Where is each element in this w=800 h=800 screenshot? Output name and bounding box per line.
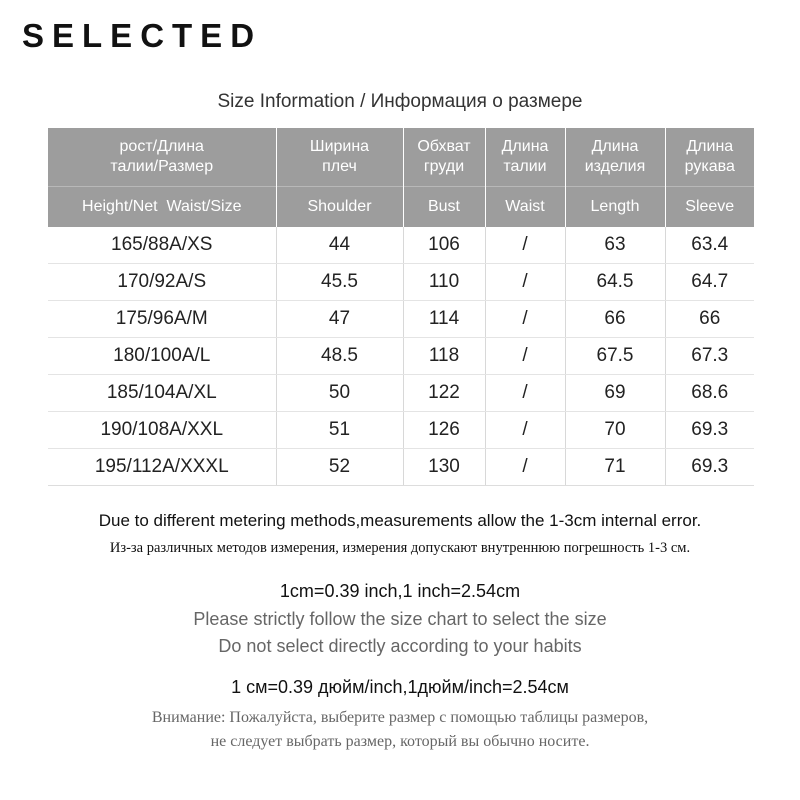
table-cell: 170/92A/S — [48, 264, 276, 301]
table-cell: 67.5 — [565, 338, 665, 375]
header-cell-en: Bust — [403, 187, 485, 228]
header-cell-ru: Длина рукава — [665, 128, 754, 187]
table-cell: 126 — [403, 412, 485, 449]
table-cell: 64.5 — [565, 264, 665, 301]
header-cell-ru: Ширина плеч — [276, 128, 403, 187]
table-cell: 190/108A/XXL — [48, 412, 276, 449]
table-cell: 69 — [565, 375, 665, 412]
table-cell: 71 — [565, 449, 665, 486]
table-cell: 67.3 — [665, 338, 754, 375]
table-cell: 69.3 — [665, 449, 754, 486]
table-cell: / — [485, 449, 565, 486]
table-cell: / — [485, 301, 565, 338]
header-cell-ru: Обхват груди — [403, 128, 485, 187]
table-cell: / — [485, 338, 565, 375]
table-cell: 66 — [665, 301, 754, 338]
table-cell: 50 — [276, 375, 403, 412]
table-row — [48, 449, 754, 486]
size-advice-line-1: Please strictly follow the size chart to select the size — [193, 609, 607, 629]
table-cell: 52 — [276, 449, 403, 486]
table-row — [48, 301, 754, 338]
table-cell: 130 — [403, 449, 485, 486]
table-cell: 122 — [403, 375, 485, 412]
header-cell-ru: Длина изделия — [565, 128, 665, 187]
size-table — [48, 128, 754, 486]
table-cell: 45.5 — [276, 264, 403, 301]
table-cell: 64.7 — [665, 264, 754, 301]
table-cell: 68.6 — [665, 375, 754, 412]
table-cell: / — [485, 375, 565, 412]
table-cell: 118 — [403, 338, 485, 375]
table-cell: 63 — [565, 227, 665, 264]
table-cell: 48.5 — [276, 338, 403, 375]
table-row — [48, 227, 754, 264]
table-row — [48, 375, 754, 412]
size-table-body — [48, 227, 754, 486]
table-cell: 66 — [565, 301, 665, 338]
warning-ru-line-1: Внимание: Пожалуйста, выберите размер с помощью таблицы размеров, — [151, 709, 649, 726]
table-cell: 175/96A/M — [48, 301, 276, 338]
table-cell: 185/104A/XL — [48, 375, 276, 412]
table-cell: 70 — [565, 412, 665, 449]
measurement-error-note-ru: Из-за различных методов измерения, измерения допускают внутреннюю погрешность 1-3 см. — [109, 540, 691, 556]
header-row-ru — [48, 128, 754, 187]
header-cell-en: Waist — [485, 187, 565, 228]
header-cell-en: Height/Net Waist/Size — [48, 187, 276, 228]
header-row-en — [48, 187, 754, 228]
table-cell: 165/88A/XS — [48, 227, 276, 264]
table-cell: 195/112A/XXXL — [48, 449, 276, 486]
header-cell-ru: рост/Длина талии/Размер — [48, 128, 276, 187]
table-cell: 180/100A/L — [48, 338, 276, 375]
table-cell: / — [485, 264, 565, 301]
header-cell-en: Length — [565, 187, 665, 228]
table-cell: 63.4 — [665, 227, 754, 264]
table-cell: 114 — [403, 301, 485, 338]
table-cell: 106 — [403, 227, 485, 264]
table-cell: 69.3 — [665, 412, 754, 449]
header-cell-en: Sleeve — [665, 187, 754, 228]
table-cell: 44 — [276, 227, 403, 264]
table-cell: 47 — [276, 301, 403, 338]
header-cell-en: Shoulder — [276, 187, 403, 228]
unit-conversion-ru: 1 см=0.39 дюйм/inch,1дюйм/inch=2.54см — [231, 677, 569, 697]
size-advice-line-2: Do not select directly according to your habits — [218, 636, 582, 656]
unit-conversion-en: 1cm=0.39 inch,1 inch=2.54cm — [279, 581, 521, 601]
brand-logo: SELECTED — [22, 17, 263, 54]
table-cell: / — [485, 412, 565, 449]
table-cell: / — [485, 227, 565, 264]
page-title: Size Information / Информация о размере — [217, 91, 583, 112]
table-cell: 51 — [276, 412, 403, 449]
header-cell-ru: Длина талии — [485, 128, 565, 187]
table-row — [48, 264, 754, 301]
measurement-error-note-en: Due to different metering methods,measurements allow the 1-3cm internal error. — [98, 511, 702, 530]
warning-ru-line-2: не следует выбрать размер, который вы обычно носите. — [210, 733, 590, 750]
table-row — [48, 338, 754, 375]
table-row — [48, 412, 754, 449]
table-cell: 110 — [403, 264, 485, 301]
